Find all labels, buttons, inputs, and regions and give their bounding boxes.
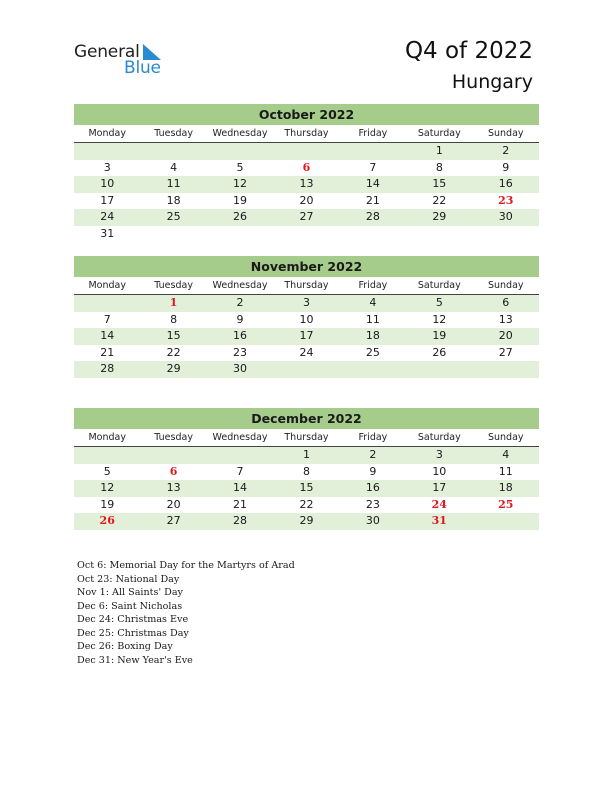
day-cell: 12 [100, 481, 115, 495]
weekday-label: Wednesday [212, 432, 268, 443]
weekday-label: Friday [358, 280, 388, 291]
day-cell: 29 [432, 210, 447, 224]
month-title: November 2022 [74, 256, 539, 277]
day-cell [207, 226, 273, 243]
logo-word-blue: Blue [124, 58, 161, 78]
day-cell [273, 143, 339, 160]
month-title: December 2022 [74, 408, 539, 429]
day-cell: 2 [236, 296, 244, 309]
day-cell: 14 [233, 481, 248, 495]
day-cell: 10 [100, 177, 115, 191]
week-row [74, 209, 539, 226]
day-cell: 1 [169, 296, 178, 309]
week-row [74, 447, 539, 464]
day-cell: 19 [432, 329, 447, 343]
day-cell [473, 361, 539, 378]
day-cell: 10 [299, 312, 314, 326]
day-cell: 15 [299, 481, 314, 495]
day-cell: 27 [166, 514, 181, 528]
day-cell: 8 [170, 312, 178, 326]
day-cell [74, 447, 140, 464]
day-cell: 1 [302, 448, 310, 461]
day-cell: 30 [233, 362, 248, 376]
weekday-label: Thursday [284, 128, 329, 139]
day-cell: 13 [166, 481, 181, 495]
day-cell: 21 [100, 345, 115, 359]
day-cell: 20 [299, 193, 314, 207]
day-cell [74, 143, 140, 160]
day-cell: 18 [365, 329, 380, 343]
holiday-note: Dec 25: Christmas Day [77, 627, 189, 639]
day-cell: 18 [166, 193, 181, 207]
week-row [74, 143, 539, 160]
weekday-label: Friday [358, 432, 388, 443]
day-cell [74, 295, 140, 312]
day-cell: 9 [369, 464, 377, 478]
day-cell: 6 [169, 464, 178, 478]
week-row [74, 361, 539, 378]
weekday-label: Tuesday [154, 432, 193, 443]
weekday-header-row [74, 277, 539, 295]
day-cell: 31 [100, 226, 115, 240]
day-cell: 30 [365, 514, 380, 528]
day-cell: 22 [166, 345, 181, 359]
day-cell: 8 [435, 160, 443, 174]
weekday-label: Tuesday [154, 280, 193, 291]
week-row [74, 160, 539, 177]
day-cell [207, 447, 273, 464]
day-cell: 4 [369, 296, 377, 309]
day-cell: 28 [233, 514, 248, 528]
day-cell: 26 [432, 345, 447, 359]
day-cell [140, 447, 206, 464]
weekday-header-row [74, 429, 539, 447]
week-row [74, 497, 539, 514]
day-cell: 2 [502, 144, 510, 157]
page-title: Q4 of 2022 [404, 38, 533, 64]
day-cell: 15 [166, 329, 181, 343]
day-cell: 16 [498, 177, 513, 191]
day-cell: 19 [233, 193, 248, 207]
day-cell [406, 226, 472, 243]
day-cell: 6 [502, 296, 510, 309]
weekday-label: Saturday [417, 128, 461, 139]
week-row [74, 480, 539, 497]
day-cell: 31 [431, 514, 447, 528]
day-cell: 29 [166, 362, 181, 376]
holiday-note: Dec 31: New Year's Eve [77, 654, 193, 666]
week-row [74, 464, 539, 481]
day-cell: 14 [365, 177, 380, 191]
day-cell: 2 [369, 448, 377, 461]
day-cell: 24 [431, 497, 447, 511]
day-cell: 17 [299, 329, 314, 343]
day-cell: 24 [100, 210, 115, 224]
day-cell: 23 [233, 345, 248, 359]
day-cell: 25 [166, 210, 181, 224]
day-cell: 3 [302, 296, 310, 309]
week-row [74, 295, 539, 312]
day-cell [340, 226, 406, 243]
holiday-note: Oct 23: National Day [77, 573, 180, 585]
holiday-note: Dec 6: Saint Nicholas [77, 600, 183, 612]
day-cell: 9 [236, 312, 244, 326]
day-cell [473, 513, 539, 530]
day-cell: 11 [166, 177, 181, 191]
day-cell [207, 143, 273, 160]
weekday-label: Sunday [487, 432, 524, 443]
week-row [74, 226, 539, 243]
weekday-label: Monday [88, 280, 126, 291]
day-cell: 20 [498, 329, 513, 343]
day-cell: 11 [365, 312, 380, 326]
weekday-label: Thursday [284, 432, 329, 443]
weekday-label: Monday [88, 432, 126, 443]
holiday-note: Oct 6: Memorial Day for the Martyrs of Arad [77, 560, 295, 571]
day-cell: 15 [432, 177, 447, 191]
day-cell: 23 [365, 497, 380, 511]
day-cell: 5 [103, 464, 111, 478]
day-cell [406, 361, 472, 378]
day-cell: 28 [100, 362, 115, 376]
day-cell: 17 [432, 481, 447, 495]
weekday-label: Wednesday [212, 128, 268, 139]
weekday-label: Friday [358, 128, 388, 139]
logo-word-general: General [74, 42, 140, 62]
day-cell: 26 [99, 514, 115, 528]
weekday-label: Sunday [487, 280, 524, 291]
day-cell: 4 [502, 448, 510, 461]
day-cell: 23 [498, 193, 514, 207]
weekday-label: Thursday [284, 280, 329, 291]
day-cell: 30 [498, 210, 513, 224]
day-cell: 25 [498, 497, 514, 511]
brand-logo [74, 42, 184, 82]
day-cell [273, 361, 339, 378]
day-cell: 9 [502, 160, 510, 174]
day-cell: 26 [233, 210, 248, 224]
day-cell: 10 [432, 464, 447, 478]
holiday-note: Dec 26: Boxing Day [77, 641, 173, 652]
month-calendar [74, 256, 539, 378]
day-cell: 20 [166, 497, 181, 511]
day-cell: 27 [299, 210, 314, 224]
weekday-label: Monday [88, 128, 126, 139]
week-row [74, 328, 539, 345]
day-cell: 27 [498, 345, 513, 359]
week-row [74, 193, 539, 210]
day-cell: 17 [100, 193, 115, 207]
week-row [74, 176, 539, 193]
month-title: October 2022 [74, 104, 539, 125]
day-cell: 3 [435, 448, 443, 461]
weekday-label: Wednesday [212, 280, 268, 291]
day-cell: 13 [299, 177, 314, 191]
holiday-note: Nov 1: All Saints' Day [77, 587, 183, 598]
weekday-label: Tuesday [154, 128, 193, 139]
day-cell: 7 [236, 464, 244, 478]
weekday-label: Sunday [487, 128, 524, 139]
month-calendar [74, 104, 539, 243]
day-cell: 5 [435, 296, 443, 309]
day-cell: 14 [100, 329, 115, 343]
day-cell: 1 [435, 144, 443, 157]
week-row [74, 345, 539, 362]
day-cell [340, 143, 406, 160]
week-row [74, 312, 539, 329]
day-cell: 25 [365, 345, 380, 359]
day-cell: 6 [302, 160, 311, 174]
day-cell: 7 [103, 312, 111, 326]
day-cell [473, 226, 539, 243]
day-cell: 18 [498, 481, 513, 495]
day-cell: 19 [100, 497, 115, 511]
weekday-header-row [74, 125, 539, 143]
day-cell [140, 226, 206, 243]
day-cell: 13 [498, 312, 513, 326]
holiday-note: Dec 24: Christmas Eve [77, 614, 189, 625]
day-cell: 12 [233, 177, 248, 191]
weekday-label: Saturday [417, 280, 461, 291]
day-cell: 16 [365, 481, 380, 495]
day-cell: 21 [233, 497, 248, 511]
day-cell: 16 [233, 329, 248, 343]
day-cell: 8 [302, 464, 310, 478]
day-cell [273, 226, 339, 243]
day-cell: 4 [170, 160, 178, 174]
day-cell: 5 [236, 160, 244, 174]
week-row [74, 513, 539, 530]
day-cell: 28 [365, 210, 380, 224]
day-cell: 22 [299, 497, 314, 511]
day-cell: 24 [299, 345, 314, 359]
day-cell: 22 [432, 193, 447, 207]
day-cell [140, 143, 206, 160]
day-cell: 3 [103, 160, 111, 174]
day-cell: 29 [299, 514, 314, 528]
day-cell: 11 [498, 464, 513, 478]
day-cell: 7 [369, 160, 377, 174]
day-cell: 21 [365, 193, 380, 207]
holiday-notes [77, 559, 295, 667]
day-cell [340, 361, 406, 378]
country-name: Hungary [451, 71, 533, 93]
day-cell: 12 [432, 312, 447, 326]
month-calendar [74, 408, 539, 530]
weekday-label: Saturday [417, 432, 461, 443]
